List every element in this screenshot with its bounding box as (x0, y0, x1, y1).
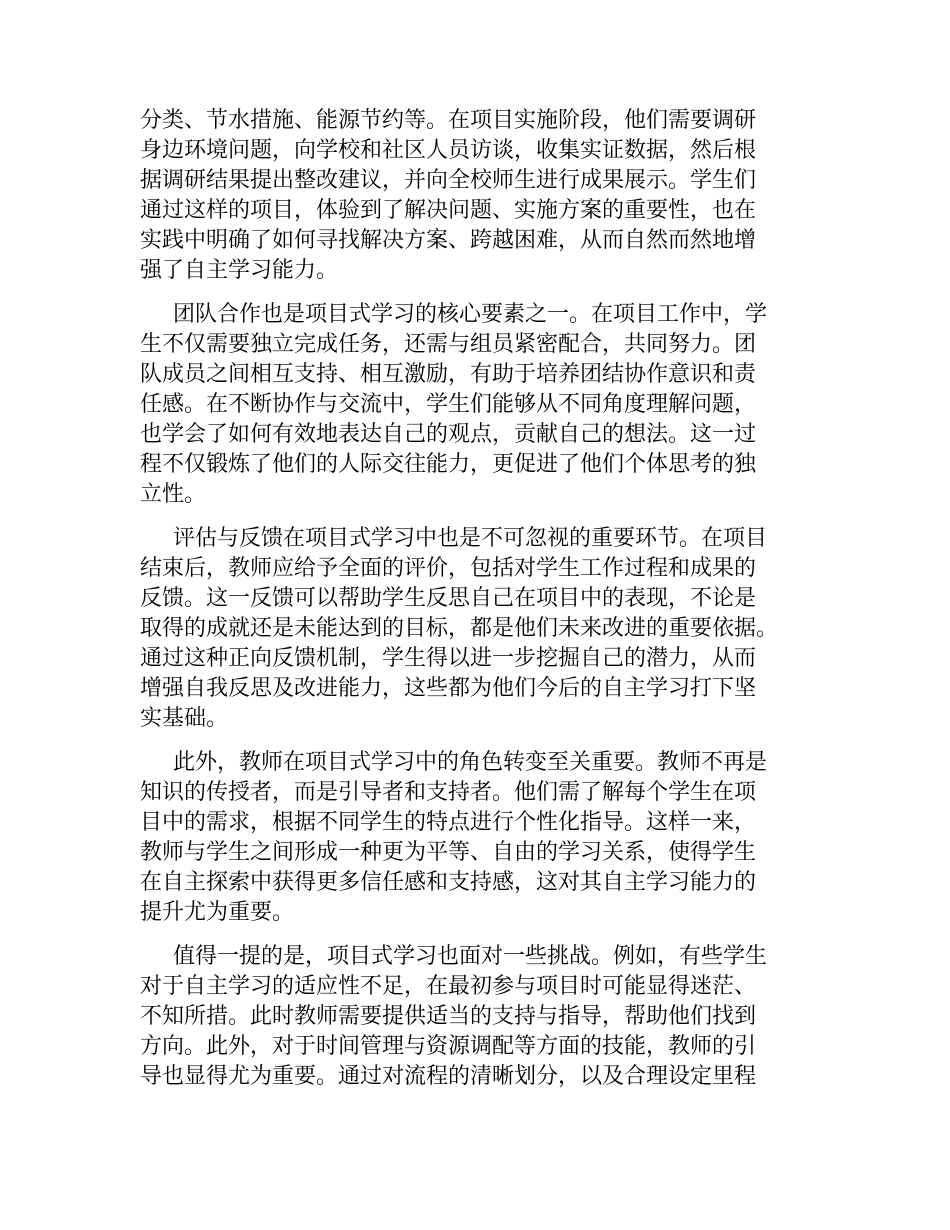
text-line: 反馈。这一反馈可以帮助学生反思自己在项目中的表现，不论是 (140, 586, 757, 611)
text-line: 知识的传授者，而是引导者和支持者。他们需了解每个学生在项 (140, 780, 757, 805)
text-line: 也学会了如何有效地表达自己的观点，贡献自己的想法。这一过 (140, 422, 757, 447)
text-line: 队成员之间相互支持、相互激励，有助于培养团结协作意识和责 (140, 362, 757, 387)
paragraph-1 (140, 106, 822, 286)
text-line: 实践中明确了如何寻找解决方案、跨越困难，从而自然而然地增 (140, 228, 757, 253)
text-line: 导也显得尤为重要。通过对流程的清晰划分，以及合理设定里程 (140, 1064, 757, 1089)
text-line: 生不仅需要独立完成任务，还需与组员紧密配合，共同努力。团 (140, 332, 757, 357)
text-line: 任感。在不断协作与交流中，学生们能够从不同角度理解问题， (140, 392, 757, 417)
text-line: 实基础。 (140, 706, 229, 731)
text-line: 评估与反馈在项目式学习中也是不可忽视的重要环节。在项目 (173, 526, 768, 551)
document-page (140, 106, 822, 1106)
text-line: 目中的需求，根据不同学生的特点进行个性化指导。这样一来， (140, 810, 757, 835)
text-line: 提升尤为重要。 (140, 900, 295, 925)
paragraph-3 (140, 524, 822, 734)
paragraph-4 (140, 748, 822, 928)
text-line: 程不仅锻炼了他们的人际交往能力，更促进了他们个体思考的独 (140, 452, 757, 477)
text-line: 通过这种正向反馈机制，学生得以进一步挖掘自己的潜力，从而 (140, 646, 757, 671)
text-line: 据调研结果提出整改建议，并向全校师生进行成果展示。学生们 (140, 168, 757, 193)
text-line: 教师与学生之间形成一种更为平等、自由的学习关系，使得学生 (140, 840, 757, 865)
text-line: 立性。 (140, 482, 207, 507)
text-line: 此外，教师在项目式学习中的角色转变至关重要。教师不再是 (173, 750, 768, 775)
text-line: 对于自主学习的适应性不足，在最初参与项目时可能显得迷茫、 (140, 974, 757, 999)
paragraph-2 (140, 300, 822, 510)
paragraph-5 (140, 942, 822, 1092)
text-line: 值得一提的是，项目式学习也面对一些挑战。例如，有些学生 (173, 944, 768, 969)
text-line: 不知所措。此时教师需要提供适当的支持与指导，帮助他们找到 (140, 1004, 757, 1029)
text-line: 取得的成就还是未能达到的目标，都是他们未来改进的重要依据。 (140, 616, 779, 641)
text-line: 在自主探索中获得更多信任感和支持感，这对其自主学习能力的 (140, 870, 757, 895)
text-line: 通过这样的项目，体验到了解决问题、实施方案的重要性，也在 (140, 198, 757, 223)
text-line: 分类、节水措施、能源节约等。在项目实施阶段，他们需要调研 (140, 108, 757, 133)
text-line: 方向。此外，对于时间管理与资源调配等方面的技能，教师的引 (140, 1034, 757, 1059)
text-line: 结束后，教师应给予全面的评价，包括对学生工作过程和成果的 (140, 556, 757, 581)
text-line: 强了自主学习能力。 (140, 258, 339, 283)
text-line: 团队合作也是项目式学习的核心要素之一。在项目工作中，学 (173, 302, 768, 327)
text-line: 增强自我反思及改进能力，这些都为他们今后的自主学习打下坚 (140, 676, 757, 701)
text-line: 身边环境问题，向学校和社区人员访谈，收集实证数据，然后根 (140, 138, 757, 163)
